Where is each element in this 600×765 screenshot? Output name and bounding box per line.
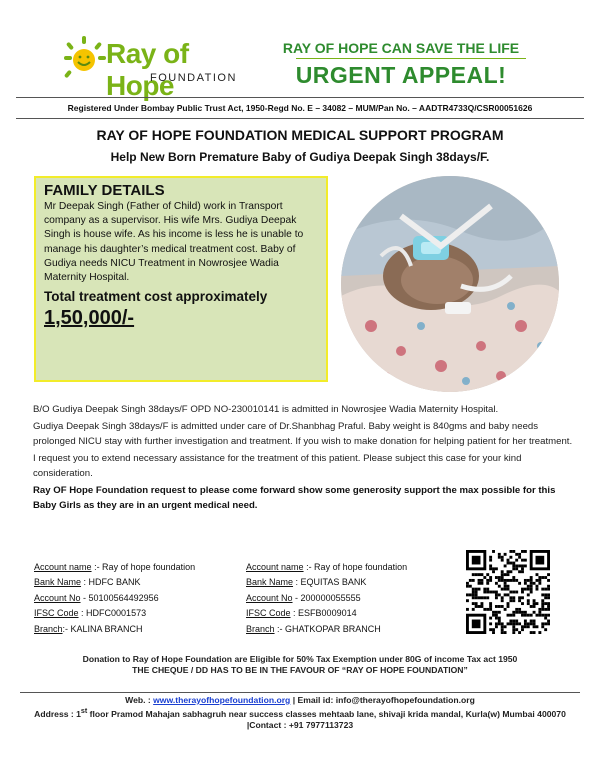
case-paragraph-care: Gudiya Deepak Singh 38days/F is admitted under care of Dr.Shanbhag Praful. Baby weight is 840gms and baby needs prolonged NICU stay with further investigation and treatment. If you wish to make donation for helping patient for her treatment. [33, 421, 573, 447]
urgent-appeal-heading: URGENT APPEAL! [295, 62, 507, 88]
branch-value: :- KALINA BRANCH [62, 623, 143, 634]
contact-footer [0, 690, 600, 731]
tagline: RAY OF HOPE CAN SAVE THE LIFE [282, 40, 520, 56]
account-number-key: Account No [34, 592, 81, 603]
logo-subtitle: FOUNDATION [150, 72, 237, 84]
account-number-key: Account No [246, 592, 293, 603]
case-paragraph-admission: B/O Gudiya Deepak Singh 38days/F OPD NO-230010141 is admitted in Nowrosjee Wadia Maternity Hospital. [33, 404, 499, 415]
account-number-row [34, 591, 195, 606]
address-text: floor Pramod Mahajan sabhagruh near success classes mehtaab lane, shivaji krida mandal, Kurla(w) Mumbai 400070 [87, 708, 566, 719]
branch-value: :- GHATKOPAR BRANCH [277, 623, 381, 634]
account-number-value: - 200000055555 [295, 592, 361, 603]
bank-name-row [246, 575, 407, 590]
footer-divider [20, 692, 580, 693]
case-paragraph-appeal: Ray OF Hope Foundation request to please come forward show some generosity support the max possible for this Baby Girls as they are in an urgent medical need. [33, 485, 556, 511]
treatment-cost-amount: 1,50,000/- [44, 307, 135, 330]
registration-line: Registered Under Bombay Public Trust Act, 1950-Regd No. E – 34082 – MUM/Pan No. – AADTR4733Q/CSR00051626 [16, 97, 584, 119]
ifsc-row [246, 606, 407, 621]
bank-account-equitas [246, 560, 407, 637]
branch-key: Branch [34, 623, 63, 634]
tagline-divider [296, 58, 526, 59]
account-name-value: :- Ray of hope foundation [94, 562, 196, 572]
ifsc-key: IFSC Code [246, 608, 291, 619]
tax-exemption-line: Donation to Ray of Hope Foundation are Eligible for 50% Tax Exemption under 80G of income Tax act 1950 [82, 654, 518, 664]
family-details-text: Mr Deepak Singh (Father of Child) work in Transport company as a supervisor. His wife Mrs. Gudiya Deepak Singh is house wife. As his income is less he is unable to manage his daughter’s medical treatment cost. Baby of Gudiya needs NICU Treatment in Nowrosjee Wadia Maternity Hospital. [44, 201, 304, 284]
branch-row [34, 622, 195, 637]
bank-name-value: : EQUITAS BANK [295, 577, 367, 588]
foundation-logo [64, 34, 244, 101]
patient-photo [341, 176, 559, 392]
website-link[interactable]: www.therayofhopefoundation.org [153, 695, 291, 705]
web-email-line [0, 695, 600, 706]
contact-number: |Contact : +91 7977113723 [246, 719, 354, 730]
family-details-heading: FAMILY DETAILS [44, 182, 165, 199]
bank-name-key: Bank Name [246, 577, 294, 588]
bank-account-hdfc [34, 560, 195, 637]
account-name-row [246, 560, 407, 575]
bank-name-row [34, 575, 195, 590]
treatment-cost-label: Total treatment cost approximately [44, 289, 268, 305]
branch-key: Branch [246, 623, 275, 634]
logo-title: Ray of Hope [106, 38, 189, 101]
address-ordinal: st [80, 707, 88, 715]
account-name-key: Account name [246, 562, 304, 572]
case-description [33, 402, 573, 515]
address-line [0, 706, 600, 720]
account-name-value: :- Ray of hope foundation [306, 562, 408, 572]
tax-exemption-note [0, 654, 600, 676]
sun-logo-icon [64, 34, 108, 82]
case-subheading: Help New Born Premature Baby of Gudiya Deepak Singh 38days/F. [110, 150, 490, 164]
email-text: | Email id: info@therayofhopefoundation.org [292, 695, 475, 705]
address-prefix: Address : 1 [34, 708, 81, 719]
ifsc-value: : HDFC0001573 [81, 608, 147, 619]
branch-row [246, 622, 407, 637]
case-paragraph-request: I request you to extend necessary assistance for the treatment of this patient. Please subject this case for your kind consideration. [33, 453, 522, 479]
qr-code-icon[interactable] [466, 550, 550, 634]
bank-name-key: Bank Name [34, 577, 82, 588]
web-label: Web. : [125, 695, 151, 705]
account-number-value: - 50100564492956 [83, 592, 159, 603]
ifsc-key: IFSC Code [34, 608, 79, 619]
program-title: RAY OF HOPE FOUNDATION MEDICAL SUPPORT PROGRAM [96, 127, 504, 143]
ifsc-value: : ESFB0009014 [293, 608, 357, 619]
ifsc-row [34, 606, 195, 621]
bank-name-value: : HDFC BANK [83, 577, 141, 588]
account-name-row [34, 560, 195, 575]
account-number-row [246, 591, 407, 606]
account-name-key: Account name [34, 562, 92, 572]
family-details-box [34, 176, 328, 382]
cheque-favour-line: THE CHEQUE / DD HAS TO BE IN THE FAVOUR OF “RAY OF HOPE FOUNDATION” [132, 665, 468, 675]
